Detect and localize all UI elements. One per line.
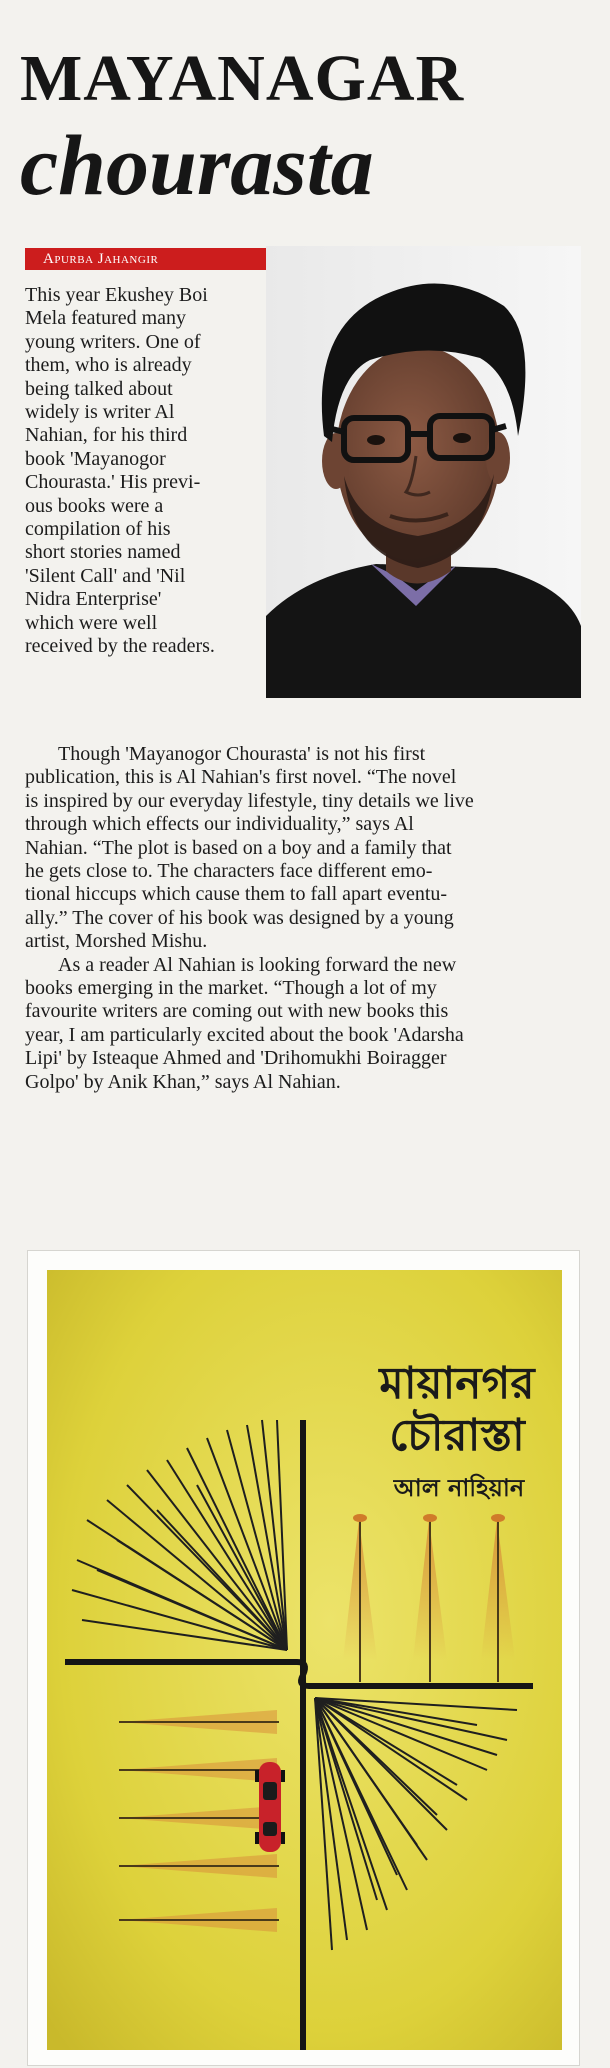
text-line: book 'Mayanogor — [25, 447, 166, 470]
text-line: Mela featured many — [25, 307, 187, 330]
headline-line-1: MAYANAGAR — [20, 42, 465, 115]
byline-badge: Apurba Jahangir — [25, 248, 267, 270]
text-line: ally.” The cover of his book was designed by a young — [25, 906, 454, 929]
text-line: publication, this is Al Nahian's first novel. “The novel — [25, 766, 457, 789]
author-portrait — [266, 246, 581, 698]
book-cover — [47, 1270, 562, 2050]
text-line: books emerging in the market. “Though a lot of my — [25, 977, 437, 1000]
text-line: he gets close to. The characters face different emo- — [25, 860, 433, 883]
lead-paragraph — [25, 284, 260, 659]
body-paragraphs — [25, 743, 580, 1094]
text-line: This year Ekushey Boi — [25, 284, 208, 306]
text-line: them, who is already — [25, 354, 192, 377]
text-line: Nahian. “The plot is based on a boy and a family that — [25, 836, 452, 859]
text-line: Nahian, for his third — [25, 424, 188, 447]
text-line: Golpo' by Anik Khan,” says Al Nahian. — [25, 1070, 341, 1093]
text-line: compilation of his — [25, 518, 171, 541]
text-line: being talked about — [25, 377, 173, 400]
cover-title-line-1: মায়ানগর — [379, 1358, 535, 1409]
cover-title-line-2: চৌরাস্তা — [389, 1410, 525, 1461]
text-line: Though 'Mayanogor Chourasta' is not his first — [58, 743, 426, 765]
text-line: artist, Morshed Mishu. — [25, 930, 208, 953]
text-line: is inspired by our everyday lifestyle, tiny details we live — [25, 789, 474, 812]
red-car — [255, 1762, 285, 1852]
text-line: through which effects our individuality,” says Al — [25, 813, 414, 836]
text-line: short stories named — [25, 541, 181, 564]
text-line: tional hiccups which cause them to fall apart eventu- — [25, 883, 448, 906]
text-line: received by the readers. — [25, 635, 215, 658]
cover-author: আল নাহিয়ান — [393, 1474, 525, 1502]
text-line: widely is writer Al — [25, 401, 175, 424]
text-line: Lipi' by Isteaque Ahmed and 'Drihomukhi Boiragger — [25, 1047, 447, 1070]
text-line: Nidra Enterprise' — [25, 588, 162, 611]
text-line: year, I am particularly excited about the book 'Adarsha — [25, 1023, 464, 1046]
text-line: favourite writers are coming out with new books this — [25, 1000, 449, 1023]
headline-line-2: chourasta — [20, 117, 374, 213]
text-line: young writers. One of — [25, 330, 201, 353]
text-line: 'Silent Call' and 'Nil — [25, 564, 186, 587]
text-line: As a reader Al Nahian is looking forward the new — [58, 953, 457, 976]
text-line: which were well — [25, 611, 158, 634]
text-line: ous books were a — [25, 494, 164, 517]
text-line: Chourasta.' His previ- — [25, 471, 201, 494]
